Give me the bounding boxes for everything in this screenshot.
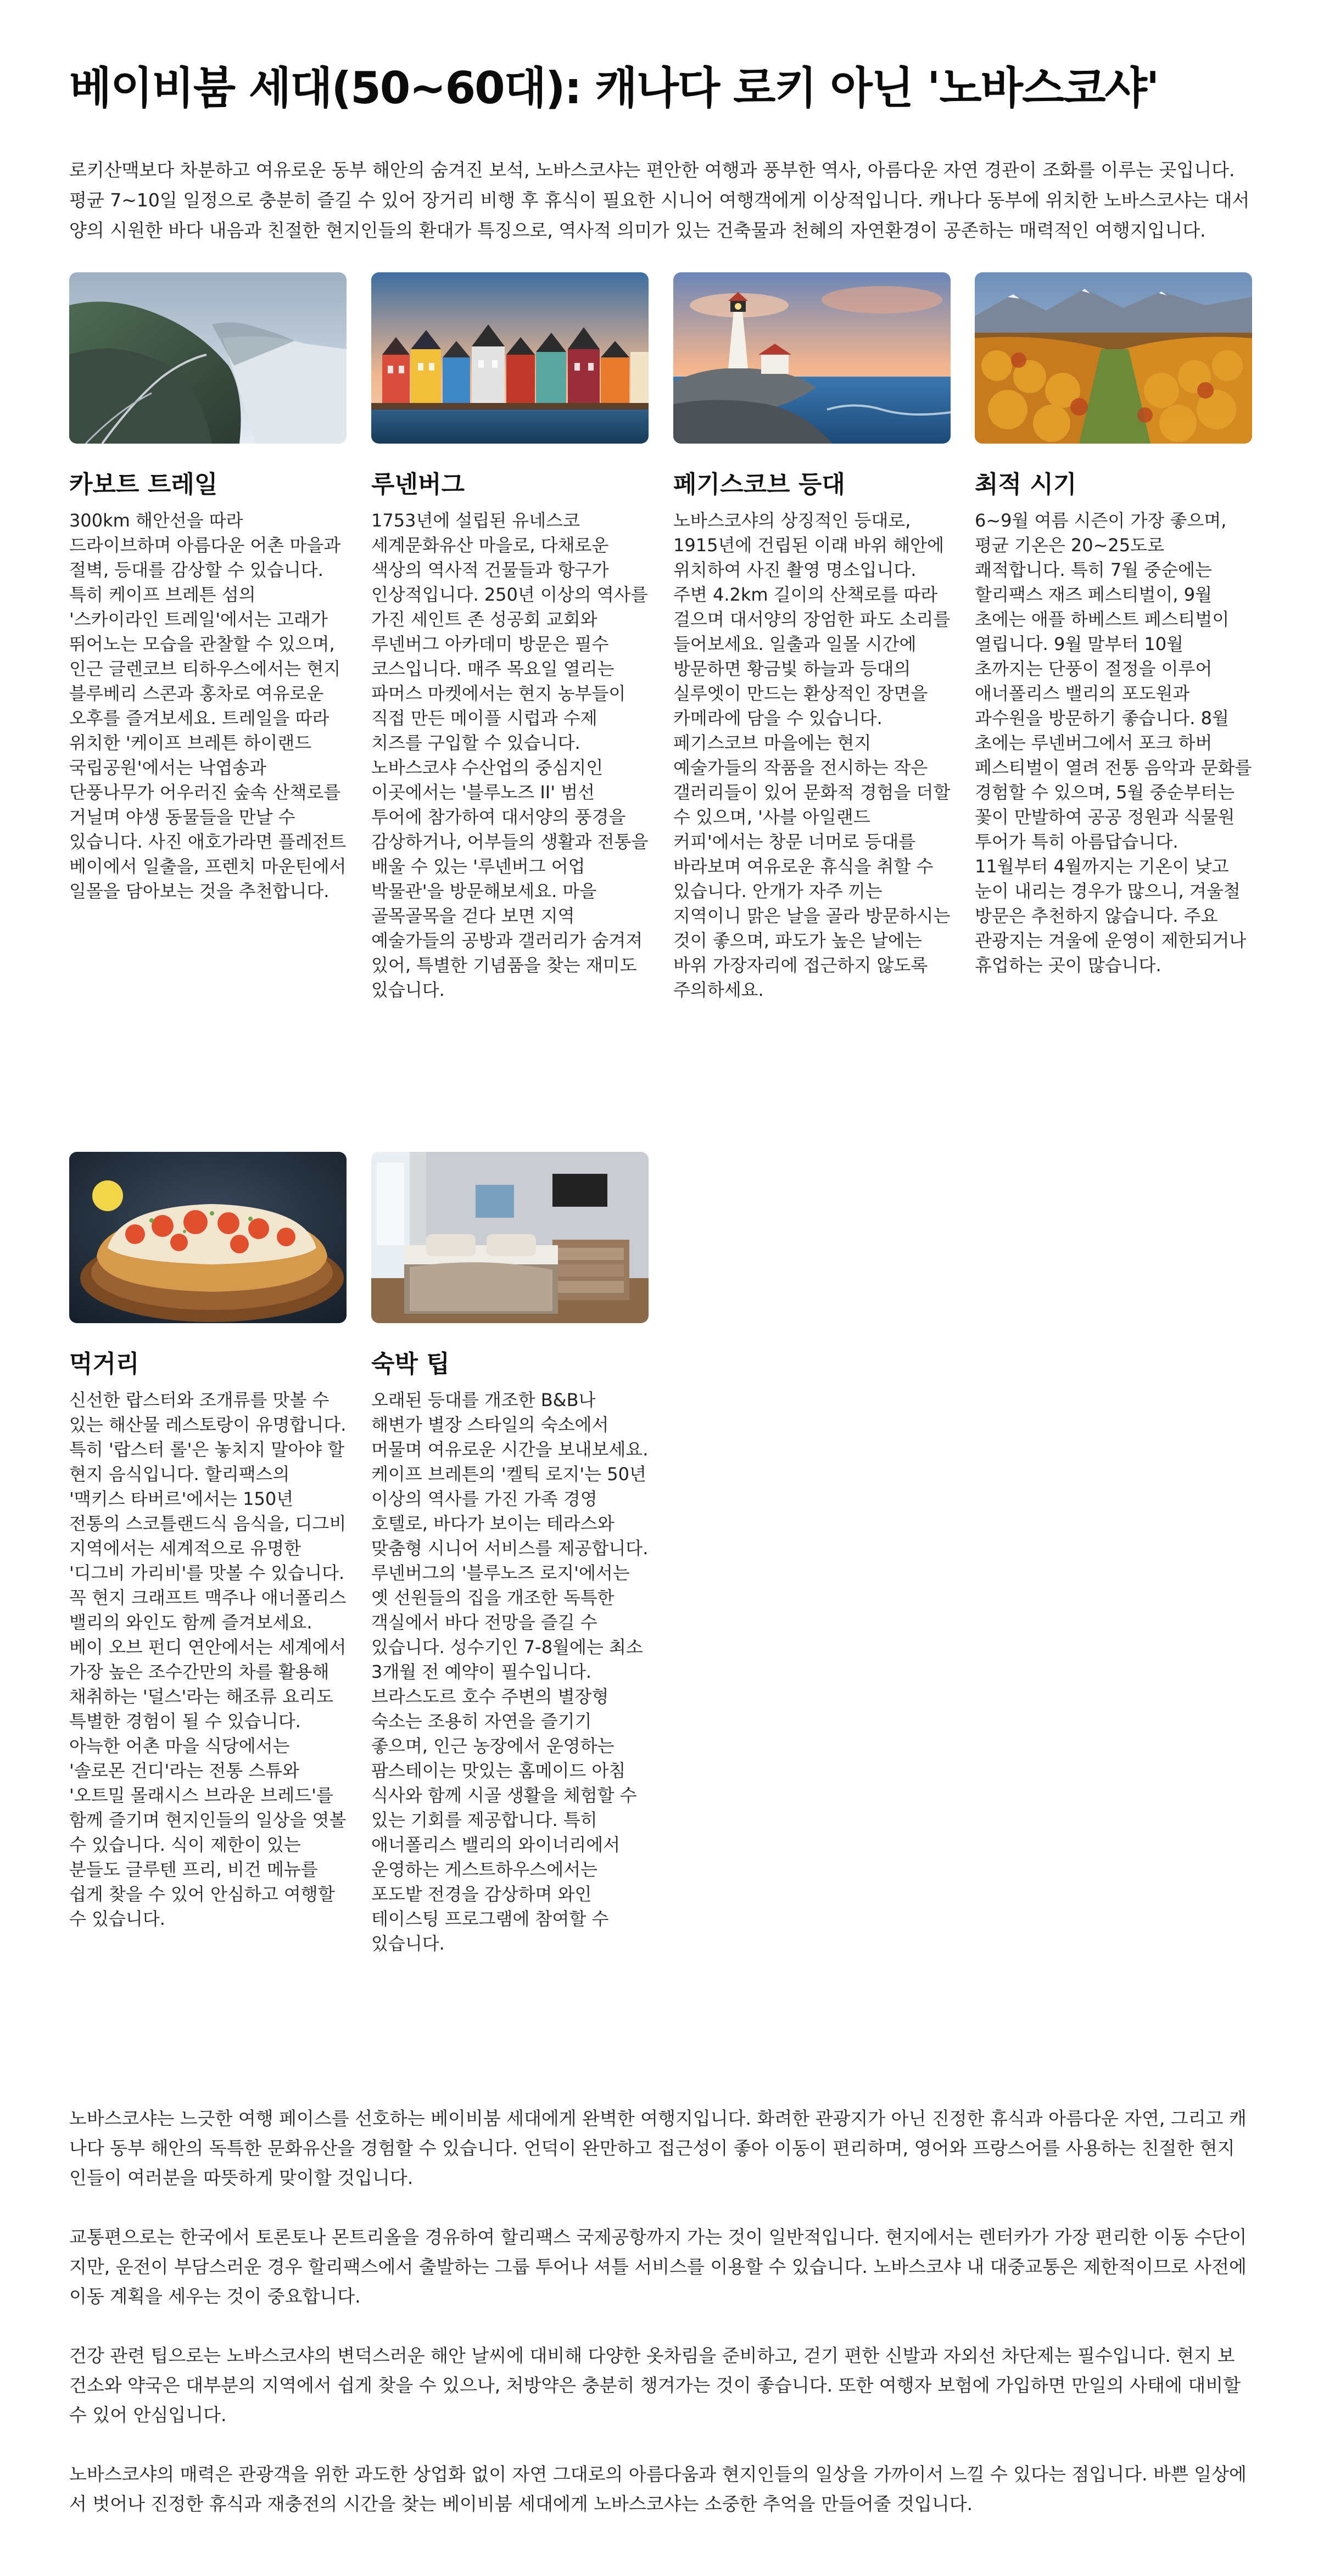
card-text: 6~9월 여름 시즌이 가장 좋으며, 평균 기온은 20~25도로 쾌적합니다. 특히 7월 중순에는 할리팩스 재즈 페스티벌이, 9월 초에는 애플 하베스트 페스티벌이 열립니다. 9월 말부터 10월 초까지는 단풍이 절정을 이루어 애너폴리스 밸리의 포도원과 과수원을 방문하기 좋습니다. 8월 초에는 루넨버그에서 포크 하버 페스티벌이 열려 전통 음악과 문화를 경험할 수 있으며, 5월 중순부터는 꽃이 만발하여 공공 정원과 식물원 투어가 특히 아름답습니다. 11월부터 4월까지는 기온이 낮고 눈이 내리는 경우가 많으니, 겨울철 방문은 추천하지 않습니다. 주요 관광지는 겨울에 운영이 제한되거나 휴업하는 곳이 많습니다. <box>975 510 1252 976</box>
card-text: 300km 해안선을 따라 드라이브하며 아름다운 어촌 마을과 절벽, 등대를 감상할 수 있습니다. 특히 케이프 브레튼 섬의 '스카이라인 트레일'에서는 고래가 뛰어노는 모습을 관찰할 수 있으며, 인근 글렌코브 티하우스에서는 현지 블루베리 스콘과 홍차로 여유로운 오후를 즐겨보세요. 트레일을 따라 위치한 '케이프 브레튼 하이랜드 국립공원'에서는 낙엽송과 단풍나무가 어우러진 숲속 산책로를 거닐며 야생 동물들을 만날 수 있습니다. 사진 애호가라면 플레전트 베이에서 일출을, 프렌치 마운틴에서 일몰을 담아보는 것을 추천합니다. <box>69 510 347 901</box>
outro-paragraph-4: 노바스코샤의 매력은 관광객을 위한 과도한 상업화 없이 자연 그대로의 아름다움과 현지인들의 일상을 가까이서 느낄 수 있다는 점입니다. 바쁜 일상에서 벗어나 진정한 휴식과 재충전의 시간을 찾는 베이비붐 세대에게 노바스코샤는 소중한 추억을 만들어줄 것입니다. <box>69 2463 1247 2515</box>
card-title: 먹거리 <box>69 1350 139 1378</box>
card-text: 노바스코샤의 상징적인 등대로, 1915년에 건립된 이래 바위 해안에 위치하여 사진 촬영 명소입니다. 주변 4.2km 길이의 산책로를 따라 걸으며 대서양의 장엄한 파도 소리를 들어보세요. 일출과 일몰 시간에 방문하면 황금빛 하늘과 등대의 실루엣이 만드는 환상적인 장면을 카메라에 담을 수 있습니다. 페기스코브 마을에는 현지 예술가들의 작품을 전시하는 작은 갤러리들이 있어 문화적 경험을 더할 수 있으며, '사블 아일랜드 커피'에서는 창문 너머로 등대를 바라보며 여유로운 휴식을 취할 수 있습니다. 안개가 자주 끼는 지역이니 맑은 날을 골라 방문하시는 것이 좋으며, 파도가 높은 날에는 바위 가장자리에 접근하지 않도록 주의하세요. <box>673 510 951 1000</box>
lobster-roll-photo <box>69 1152 347 1323</box>
card-text: 신선한 랍스터와 조개류를 맛볼 수 있는 해산물 레스토랑이 유명합니다. 특히 '랍스터 롤'은 놓치지 말아야 할 현지 음식입니다. 할리팩스의 '맥키스 타버르'에서는 150년 전통의 스코틀랜드식 음식을, 디그비 지역에서는 세계적으로 유명한 '디그비 가리비'를 맛볼 수 있습니다. 꼭 현지 크래프트 맥주나 애너폴리스 밸리의 와인도 함께 즐겨보세요. 베이 오브 펀디 연안에서는 세계에서 가장 높은 조수간만의 차를 활용해 채취하는 '덜스'라는 해조류 요리도 특별한 경험이 될 수 있습니다. 아늑한 어촌 마을 식당에서는 '솔로몬 건디'라는 전통 스튜와 '오트밀 몰래시스 브라운 브레드'를 함께 즐기며 현지인들의 일상을 엿볼 수 있습니다. 식이 제한이 있는 분들도 글루텐 프리, 비건 메뉴를 쉽게 찾을 수 있어 안심하고 여행할 수 있습니다. <box>69 1390 347 1929</box>
cabot-trail-photo <box>69 272 347 444</box>
card-title: 숙박 팁 <box>371 1350 450 1378</box>
card-title: 페기스코브 등대 <box>673 471 845 499</box>
card-title: 루넨버그 <box>371 471 465 499</box>
card-best-season <box>975 272 1252 976</box>
vineyard-photo <box>975 272 1252 444</box>
lighthouse-photo <box>673 272 951 444</box>
card-title: 최적 시기 <box>975 471 1077 499</box>
bedroom-photo <box>371 1152 649 1323</box>
card-text: 오래된 등대를 개조한 B&B나 해변가 별장 스타일의 숙소에서 머물며 여유로운 시간을 보내보세요. 케이프 브레튼의 '켈틱 로지'는 50년 이상의 역사를 가진 가족 경영 호텔로, 바다가 보이는 테라스와 맞춤형 시니어 서비스를 제공합니다. 루넨버그의 '블루노즈 로지'에서는 옛 선원들의 집을 개조한 독특한 객실에서 바다 전망을 즐길 수 있습니다. 성수기인 7-8월에는 최소 3개월 전 예약이 필수입니다. 브라스도르 호수 주변의 별장형 숙소는 조용히 자연을 즐기기 좋으며, 인근 농장에서 운영하는 팜스테이는 맛있는 홈메이드 아침 식사와 함께 시골 생활을 체험할 수 있는 기회를 제공합니다. 특히 애너폴리스 밸리의 와이너리에서 운영하는 게스트하우스에서는 포도밭 전경을 감상하며 와인 테이스팅 프로그램에 참여할 수 있습니다. <box>371 1390 649 1954</box>
page-title: 베이비붐 세대(50~60대): 캐나다 로키 아닌 '노바스코샤' <box>69 63 1159 114</box>
card-food <box>69 1152 347 1929</box>
card-cabot-trail <box>69 272 347 901</box>
lunenburg-photo <box>371 272 649 444</box>
outro-paragraph-2: 교통편으로는 한국에서 토론토나 몬트리올을 경유하여 할리팩스 국제공항까지 가는 것이 일반적입니다. 현지에서는 렌터카가 가장 편리한 이동 수단이지만, 운전이 부담스러운 경우 할리팩스에서 출발하는 그룹 투어나 셔틀 서비스를 이용할 수 있습니다. 노바스코샤 내 대중교통은 제한적이므로 사전에 이동 계획을 세우는 것이 중요합니다. <box>69 2226 1247 2307</box>
card-lunenburg <box>371 272 649 1000</box>
card-peggys-cove <box>673 272 951 1000</box>
outro-paragraph-3: 건강 관련 팁으로는 노바스코샤의 변덕스러운 해안 날씨에 대비해 다양한 옷차림을 준비하고, 걷기 편한 신발과 자외선 차단제는 필수입니다. 현지 보건소와 약국은 대부분의 지역에서 쉽게 찾을 수 있으나, 처방약은 충분히 챙겨가는 것이 좋습니다. 또한 여행자 보험에 가입하면 만일의 사태에 대비할 수 있어 안심입니다. <box>69 2345 1241 2426</box>
outro-paragraph-1: 노바스코샤는 느긋한 여행 페이스를 선호하는 베이비붐 세대에게 완벽한 여행지입니다. 화려한 관광지가 아닌 진정한 휴식과 아름다운 자연, 그리고 캐나다 동부 해안의 독특한 문화유산을 경험할 수 있습니다. 언덕이 완만하고 접근성이 좋아 이동이 편리하며, 영어와 프랑스어를 사용하는 친절한 현지인들이 여러분을 따뜻하게 맞이할 것입니다. <box>69 2108 1247 2188</box>
intro-paragraph: 로키산맥보다 차분하고 여유로운 동부 해안의 숨겨진 보석, 노바스코샤는 편안한 여행과 풍부한 역사, 아름다운 자연 경관이 조화를 이루는 곳입니다. 평균 7~10일 일정으로 충분히 즐길 수 있어 장거리 비행 후 휴식이 필요한 시니어 여행객에게 이상적입니다. 캐나다 동부에 위치한 노바스코샤는 대서양의 시원한 바다 내음과 친절한 현지인들의 환대가 특징으로, 역사적 의미가 있는 건축물과 천혜의 자연환경이 공존하는 매력적인 여행지입니다. <box>69 159 1250 241</box>
card-text: 1753년에 설립된 유네스코 세계문화유산 마을로, 다채로운 색상의 역사적 건물들과 항구가 인상적입니다. 250년 이상의 역사를 가진 세인트 존 성공회 교회와 루넨버그 아카데미 방문은 필수 코스입니다. 매주 목요일 열리는 파머스 마켓에서는 현지 농부들이 직접 만든 메이플 시럽과 수제 치즈를 구입할 수 있습니다. 노바스코샤 수산업의 중심지인 이곳에서는 '블루노즈 II' 범선 투어에 참가하여 대서양의 풍경을 감상하거나, 어부들의 생활과 전통을 배울 수 있는 '루넨버그 어업 박물관'을 방문해보세요. 마을 골목골목을 걷다 보면 지역 예술가들의 공방과 갤러리가 숨겨져 있어, 특별한 기념품을 찾는 재미도 있습니다. <box>371 510 649 1000</box>
card-title: 카보트 트레일 <box>69 471 218 499</box>
card-accommodation <box>371 1152 649 1954</box>
